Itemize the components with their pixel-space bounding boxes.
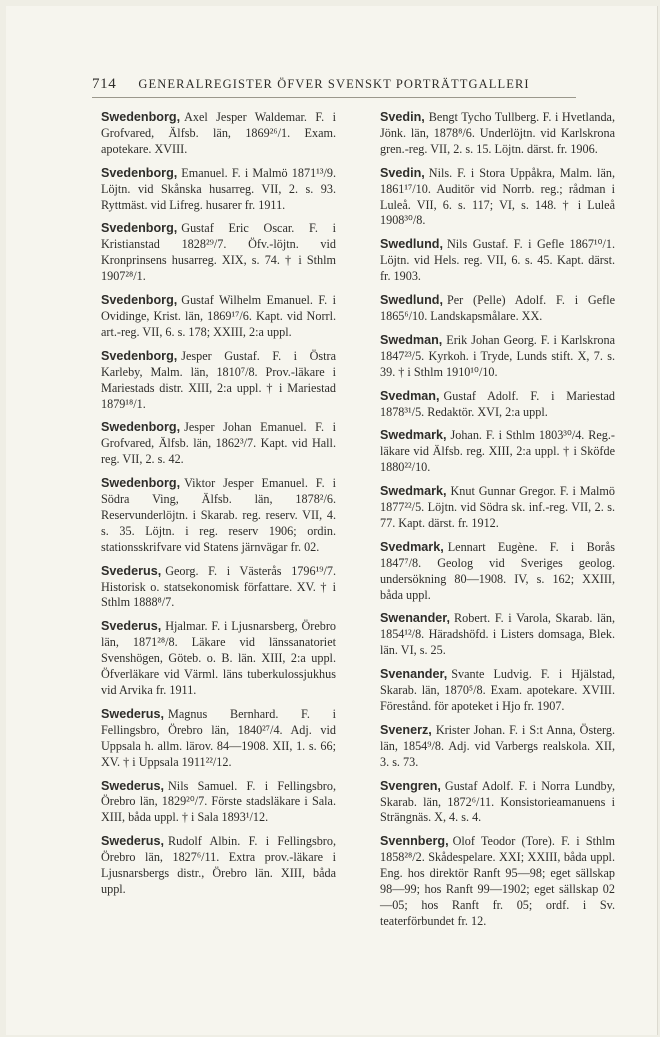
register-entry — [380, 293, 615, 325]
register-entry — [380, 484, 615, 532]
entry-text: Bengt Tycho Tullberg. F. i Hvetlanda, Jönk. län, 1878⁸/6. Underlöjtn. vid Karlskrona gren.-reg. VII, 2. s. 15. Löjtn. därst. fr. 1906. — [380, 110, 615, 156]
entry-name: Svedman, — [380, 388, 440, 403]
entry-name: Svedenborg, — [101, 165, 178, 180]
entry-text: Axel Jesper Waldemar. F. i Grofvared, Älfsb. län, 1869²⁶/1. Exam. apotekare. XVIII. — [101, 110, 336, 156]
register-entry — [101, 834, 336, 898]
entry-text: Lennart Eugène. F. i Borås 1847⁷/8. Geolog vid Sveriges geolog. undersökning 80—1908. IV, s. 162; XXIII, båda uppl. — [380, 539, 615, 602]
register-entry — [101, 707, 336, 771]
entry-name: Svedenborg, — [101, 221, 178, 236]
entry-name: Swedman, — [380, 332, 443, 347]
register-entry — [380, 779, 615, 827]
entry-text: Olof Teodor (Tore). F. i Sthlm 1858²⁸/2. Skådespelare. XXI; XXIII, båda uppl. Eng. hos direktör Ranft 95—98; eget sällskap 98—99; hos Ranft 99—1902; eget sällskap 02—05; hos Ranft fr. 05; ordf. i Sv. teaterförbundet fr. 12. — [380, 834, 615, 928]
entry-name: Swedenborg, — [101, 476, 181, 491]
running-header — [92, 76, 572, 93]
register-entry — [101, 779, 336, 827]
entry-text: Nils Gustaf. F. i Gefle 1867¹⁰/1. Löjtn. vid Hels. reg. VII, 6. s. 45. Kapt. därst. fr. 1903. — [380, 237, 615, 284]
left-column — [101, 110, 336, 906]
page-number: 714 — [92, 76, 117, 92]
entry-text: Nils Samuel. F. i Fellingsbro, Örebro län, 1829²⁰/7. Förste stadsläkare i Sala. XIII, båda uppl. † i Sala 1893¹/12. — [101, 778, 336, 825]
entry-text: Nils. F. i Stora Uppåkra, Malm. län, 1861¹⁷/10. Auditör vid Norrb. reg.; rådman i Luleå. VII, 6. s. 117; VI, s. 148. † i Luleå 1908³⁰/8. — [380, 165, 615, 228]
entry-name: Swedmark, — [380, 428, 447, 443]
entry-name: Svederus, — [101, 563, 162, 578]
register-entry — [101, 420, 336, 468]
register-entry — [380, 723, 615, 771]
entry-name: Swedmark, — [380, 484, 447, 499]
register-entry — [101, 110, 336, 158]
entry-name: Swenander, — [380, 611, 450, 626]
entry-text: Knut Gunnar Gregor. F. i Malmö 1877²²/5. Löjtn. vid Södra sk. inf.-reg. VII, 2. s. 77. Kapt. därst. fr. 1912. — [380, 484, 615, 530]
entry-text: Jesper Johan Emanuel. F. i Grofvared, Älfsb. län, 1862³/7. Kapt. vid Hall. reg. VII, 2. s. 42. — [101, 420, 336, 467]
register-entry — [101, 293, 336, 341]
entry-name: Svedenborg, — [101, 348, 178, 363]
entry-name: Swedlund, — [380, 237, 443, 252]
entry-name: Swedenborg, — [101, 110, 181, 124]
entry-text: Rudolf Albin. F. i Fellingsbro, Örebro län, 1827⁶/11. Extra prov.-läkare i Ljusnarsbergs distr., Örebro län. XIII, båda uppl. — [101, 834, 336, 896]
register-entry — [380, 611, 615, 659]
entry-text: Johan. F. i Sthlm 1803³⁰/4. Reg.-läkare vid Älfsb. reg. XIII, 2:a uppl. † i Sköfde 1880²²/10. — [380, 428, 615, 475]
register-entry — [380, 110, 615, 158]
entry-name: Swederus, — [101, 834, 164, 849]
entry-text: Magnus Bernhard. F. i Fellingsbro, Örebro län, 1840²⁷/4. Adj. vid Uppsala h. allm. lärov. 84—1908. XII, 1. s. 66; XV. † i Uppsala 1911²²/12. — [101, 706, 336, 769]
register-entry — [380, 333, 615, 381]
register-entry — [380, 428, 615, 476]
register-entry — [380, 389, 615, 421]
entry-name: Swederus, — [101, 778, 164, 793]
entry-name: Swederus, — [101, 706, 164, 721]
entry-name: Svennberg, — [380, 834, 449, 849]
entry-text: Gustaf Adolf. F. i Mariestad 1878³¹/5. Redaktör. XVI, 2:a uppl. — [380, 388, 615, 419]
register-entry — [101, 349, 336, 413]
register-entry — [101, 619, 336, 699]
entry-text: Krister Johan. F. i S:t Anna, Österg. län, 1854⁹/8. Adj. vid Varbergs realskola. XII, 3. s. 73. — [380, 722, 615, 769]
entry-name: Svedin, — [380, 110, 425, 124]
entry-name: Svedenborg, — [101, 293, 178, 308]
entry-name: Svenander, — [380, 667, 448, 682]
page — [6, 6, 658, 1035]
register-entry — [101, 166, 336, 214]
entry-name: Svedin, — [380, 165, 425, 180]
entry-text: Gustaf Eric Oscar. F. i Kristianstad 1828²⁹/7. Öfv.-löjtn. vid Kronprinsens husarreg. XIX, s. 74. † i Sthlm 1907²⁸/1. — [101, 221, 336, 284]
header-rule — [92, 97, 576, 98]
entry-name: Svedmark, — [380, 539, 444, 554]
register-entry — [380, 667, 615, 715]
register-entry — [380, 540, 615, 604]
register-entry — [101, 476, 336, 556]
right-column — [380, 110, 615, 938]
register-entry — [101, 221, 336, 285]
entry-text: Viktor Jesper Emanuel. F. i Södra Ving, Älfsb. län, 1878²/6. Reservunderlöjtn. i Skarab. reg. reserv. VII, 4. s. 35. Löjtn. i reg. reserv 1906; ordin. stationsskrifvare vid Statens järnvägar fr. 02. — [101, 476, 336, 554]
entry-name: Swedlund, — [380, 293, 443, 308]
entry-text: Per (Pelle) Adolf. F. i Gefle 1865⁶/10. Landskapsmålare. XX. — [380, 293, 615, 323]
register-entry — [380, 237, 615, 285]
register-entry — [380, 166, 615, 230]
entry-text: Svante Ludvig. F. i Hjälstad, Skarab. län, 1870⁵/8. Exam. apotekare. XVIII. Förestånd. för apoteket i Hjo fr. 1907. — [380, 667, 615, 713]
running-title: GENERALREGISTER ÖFVER SVENSKT PORTRÄTTGALLERI — [138, 77, 530, 91]
entry-text: Erik Johan Georg. F. i Karlskrona 1847²³/5. Kyrkoh. i Tryde, Lunds stift. X, 7. s. 39. † i Sthlm 1910¹⁰/10. — [380, 332, 615, 379]
entry-name: Svengren, — [380, 778, 441, 793]
entry-text: Jesper Gustaf. F. i Östra Karleby, Malm. län, 1810⁷/8. Prov.-läkare i Mariestads distr. XIII, 2:a uppl. † i Mariestad 1879¹⁸/1. — [101, 348, 336, 411]
entry-name: Svederus, — [101, 619, 162, 634]
entry-text: Gustaf Wilhelm Emanuel. F. i Ovidinge, Krist. län, 1869¹⁷/6. Kapt. vid Norrl. art.-reg. VII, 6. s. 178; XXIII, 2:a uppl. — [101, 293, 336, 339]
entry-text: Hjalmar. F. i Ljusnarsberg, Örebro län, 1871²⁸/8. Läkare vid länssanatoriet Svenshögen, Göteb. o. B. län. XIII, 2:a uppl. Öfverläkare vid Värml. läns tuberkulossjukhus vid Arvika fr. 1911. — [101, 619, 336, 697]
entry-text: Georg. F. i Västerås 1796¹⁹/7. Historisk o. statsekonomisk författare. XV. † i Sthlm 1888⁸/7. — [101, 563, 336, 610]
entry-text: Emanuel. F. i Malmö 1871¹³/9. Löjtn. vid Skånska husarreg. VII, 2. s. 93. Ryttmäst. vid Lifreg. husarer fr. 1911. — [101, 165, 336, 212]
register-entry — [101, 564, 336, 612]
register-entry — [380, 834, 615, 929]
entry-name: Svenerz, — [380, 722, 432, 737]
entry-name: Swedenborg, — [101, 420, 181, 435]
entry-text: Robert. F. i Varola, Skarab. län, 1854¹²/8. Häradshöfd. i Listers domsaga, Blek. län. VI, s. 25. — [380, 611, 615, 658]
entry-text: Gustaf Adolf. F. i Norra Lundby, Skarab. län, 1872⁶/11. Konsistorieamanuens i Strängnäs. X, 4. s. 4. — [380, 778, 615, 825]
